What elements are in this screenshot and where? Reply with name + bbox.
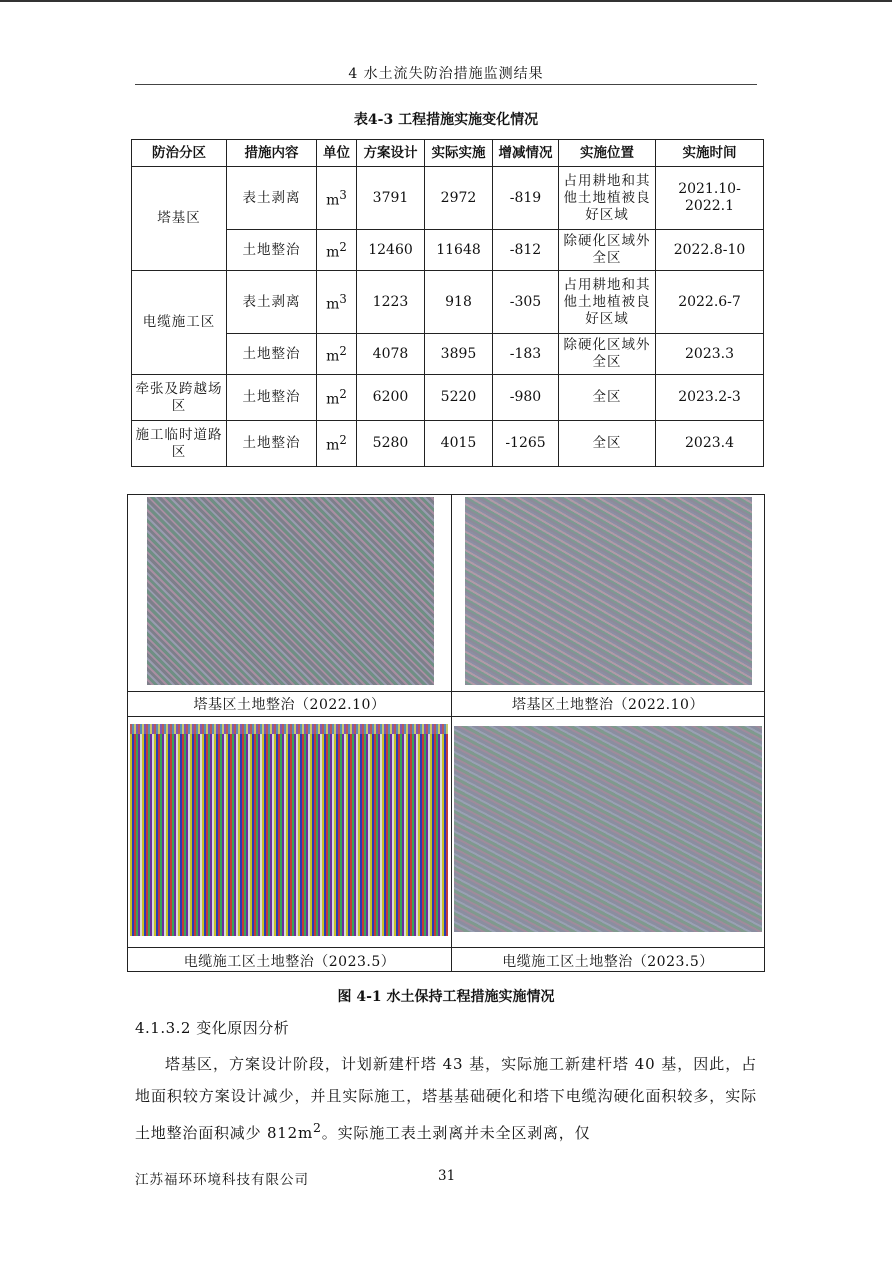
actual-cell: 918: [425, 271, 493, 334]
design-cell: 6200: [357, 375, 425, 421]
unit-base: m: [326, 192, 340, 209]
measure-cell: 土地整治: [227, 334, 317, 375]
col-header: 单位: [317, 140, 357, 167]
col-header: 防治分区: [132, 140, 227, 167]
unit-cell: [317, 271, 357, 334]
time-cell: 2023.2-3: [656, 375, 764, 421]
location-cell: 全区: [559, 421, 656, 467]
time-cell: 2022.8-10: [656, 230, 764, 271]
measure-cell: 表土剥离: [227, 167, 317, 230]
unit-exponent: 2: [339, 433, 347, 448]
unit-base: m: [326, 391, 340, 408]
body-superscript: 2: [313, 1120, 322, 1135]
top-border: [0, 0, 892, 2]
actual-cell: 5220: [425, 375, 493, 421]
grid-divider: [128, 691, 764, 692]
zone-cell: 塔基区: [132, 167, 227, 271]
table-row: [132, 334, 764, 375]
measure-cell: 表土剥离: [227, 271, 317, 334]
change-cell: -980: [493, 375, 559, 421]
time-cell: 2023.4: [656, 421, 764, 467]
unit-exponent: 2: [339, 387, 347, 402]
design-cell: 3791: [357, 167, 425, 230]
photo-edge-noise: [130, 724, 448, 734]
unit-exponent: 2: [339, 343, 347, 358]
footer-company: 江苏福环环境科技有限公司: [135, 1172, 309, 1188]
unit-cell: [317, 230, 357, 271]
photo-label: 电缆施工区土地整治（2023.5）: [183, 954, 396, 970]
header-rule: [135, 84, 757, 85]
design-cell: 4078: [357, 334, 425, 375]
unit-cell: [317, 334, 357, 375]
col-header: 措施内容: [227, 140, 317, 167]
change-cell: -183: [493, 334, 559, 375]
table-caption: 表4-3 工程措施实施变化情况: [353, 112, 539, 128]
table-header-row: [132, 140, 764, 167]
change-cell: -305: [493, 271, 559, 334]
measures-table: [131, 139, 764, 467]
col-header: 实际实施: [425, 140, 493, 167]
design-cell: 1223: [357, 271, 425, 334]
site-photo: [465, 497, 752, 685]
grid-divider: [128, 716, 764, 717]
actual-cell: 2972: [425, 167, 493, 230]
measure-cell: 土地整治: [227, 375, 317, 421]
actual-cell: 4015: [425, 421, 493, 467]
actual-cell: 3895: [425, 334, 493, 375]
unit-exponent: 3: [339, 291, 347, 306]
col-header: 方案设计: [357, 140, 425, 167]
unit-cell: [317, 167, 357, 230]
table-row: [132, 421, 764, 467]
photo-label: 塔基区土地整治（2022.10）: [193, 697, 386, 713]
change-cell: -1265: [493, 421, 559, 467]
time-cell: 2022.6-7: [656, 271, 764, 334]
location-cell: 除硬化区域外全区: [559, 230, 656, 271]
table-row: [132, 375, 764, 421]
actual-cell: 11648: [425, 230, 493, 271]
col-header: 增减情况: [493, 140, 559, 167]
photo-figure-grid: [127, 494, 765, 972]
unit-base: m: [326, 437, 340, 454]
photo-label: 电缆施工区土地整治（2023.5）: [502, 954, 714, 970]
design-cell: 12460: [357, 230, 425, 271]
section-heading: 4.1.3.2 变化原因分析: [135, 1019, 290, 1037]
time-cell: 2021.10-2022.1: [656, 167, 764, 230]
unit-base: m: [326, 296, 340, 313]
zone-cell: 牵张及跨越场区: [132, 375, 227, 421]
site-photo: [130, 724, 448, 936]
site-photo: [147, 497, 434, 685]
unit-base: m: [326, 348, 340, 365]
time-cell: 2023.3: [656, 334, 764, 375]
measure-cell: 土地整治: [227, 230, 317, 271]
location-cell: 除硬化区域外全区: [559, 334, 656, 375]
figure-caption: 图 4-1 水土保持工程措施实施情况: [337, 989, 555, 1005]
site-photo: [454, 726, 762, 932]
location-cell: 全区: [559, 375, 656, 421]
measure-cell: 土地整治: [227, 421, 317, 467]
unit-cell: [317, 421, 357, 467]
grid-divider: [128, 947, 764, 948]
unit-exponent: 2: [339, 239, 347, 254]
unit-base: m: [326, 244, 340, 261]
page-number: 31: [438, 1168, 456, 1184]
body-text-part: 塔基区，方案设计阶段，计划新建杆塔 43 基，实际施工新建杆塔 40 基，因此，占地面积较方案设计减少，并且实际施工，塔基基础硬化和塔下电缆沟硬化面积较多，实际土地整治面积减少 812m: [135, 1055, 757, 1142]
photo-label: 塔基区土地整治（2022.10）: [512, 697, 704, 713]
col-header: 实施时间: [656, 140, 764, 167]
change-cell: -812: [493, 230, 559, 271]
unit-cell: [317, 375, 357, 421]
change-cell: -819: [493, 167, 559, 230]
location-cell: 占用耕地和其他土地植被良好区域: [559, 167, 656, 230]
grid-divider: [451, 495, 452, 971]
table-row: [132, 230, 764, 271]
location-cell: 占用耕地和其他土地植被良好区域: [559, 271, 656, 334]
table-row: [132, 271, 764, 334]
body-paragraph: [135, 1048, 757, 1149]
col-header: 实施位置: [559, 140, 656, 167]
table-row: [132, 167, 764, 230]
design-cell: 5280: [357, 421, 425, 467]
body-text-part: 。实际施工表土剥离并未全区剥离，仅: [321, 1124, 591, 1142]
zone-cell: 电缆施工区: [132, 271, 227, 375]
unit-exponent: 3: [339, 187, 347, 202]
zone-cell: 施工临时道路区: [132, 421, 227, 467]
page-header: 4 水土流失防治措施监测结果: [348, 66, 544, 82]
